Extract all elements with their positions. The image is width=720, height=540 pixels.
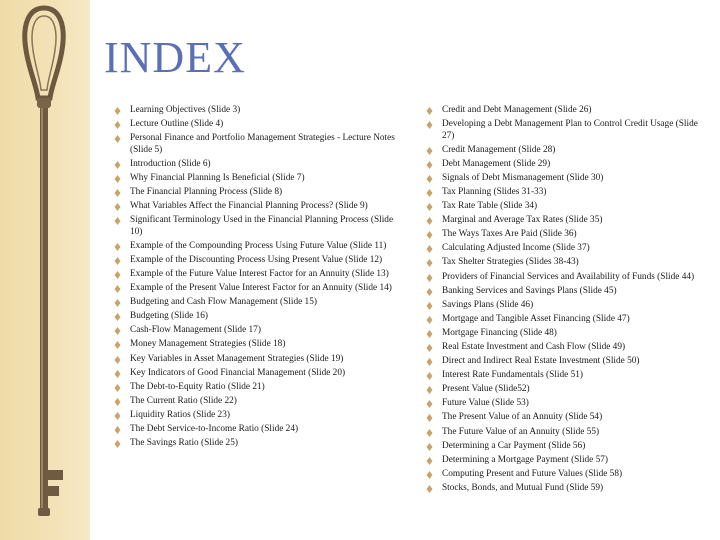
bullet-icon bbox=[426, 274, 433, 282]
index-list-item bbox=[114, 241, 396, 253]
index-list-item bbox=[426, 119, 710, 142]
index-list-item bbox=[426, 145, 710, 157]
bullet-icon bbox=[114, 217, 121, 225]
index-entry-text: Learning Objectives (Slide 3) bbox=[130, 105, 241, 115]
index-list-item bbox=[426, 441, 710, 453]
index-entry-text: The Future Value of an Annuity (Slide 55) bbox=[442, 426, 600, 437]
bullet-icon bbox=[426, 189, 433, 197]
index-entry-text: Banking Services and Savings Plans (Slide 45) bbox=[442, 285, 617, 296]
bullet-icon bbox=[114, 384, 121, 392]
index-entry-text: The Savings Ratio (Slide 25) bbox=[130, 438, 238, 449]
index-list-item bbox=[114, 354, 396, 366]
bullet-icon bbox=[426, 414, 433, 422]
index-entry-text: Marginal and Average Tax Rates (Slide 35) bbox=[442, 215, 603, 226]
index-entry-text: The Debt Service-to-Income Ratio (Slide 24) bbox=[130, 423, 299, 434]
bullet-icon bbox=[426, 471, 433, 479]
index-entry-text: Savings Plans (Slide 46) bbox=[442, 299, 534, 310]
index-entry-text: Example of the Future Value Interest Factor for an Annuity (Slide 13) bbox=[130, 268, 389, 279]
index-entry-text: Tax Rate Table (Slide 34) bbox=[442, 201, 538, 212]
sidebar-panel bbox=[0, 0, 90, 540]
index-list-item bbox=[114, 187, 396, 199]
index-entry-text: The Current Ratio (Slide 22) bbox=[130, 395, 237, 406]
index-list-item bbox=[114, 339, 396, 351]
bullet-icon bbox=[114, 398, 121, 406]
index-entry-text: Cash-Flow Management (Slide 17) bbox=[130, 325, 261, 336]
index-entry-text: Key Indicators of Good Financial Management (Slide 20) bbox=[130, 367, 346, 378]
bullet-icon bbox=[114, 341, 121, 349]
bullet-icon bbox=[114, 175, 121, 183]
index-list-item bbox=[426, 328, 710, 340]
index-entry-text: Budgeting and Cash Flow Management (Slide 15) bbox=[130, 297, 317, 308]
bullet-icon bbox=[114, 107, 121, 115]
index-entry-text: Credit Management (Slide 28) bbox=[442, 144, 556, 155]
bullet-icon bbox=[114, 203, 121, 211]
index-list-item bbox=[426, 469, 710, 481]
index-entry-text: Money Management Strategies (Slide 18) bbox=[130, 339, 286, 350]
index-list-item bbox=[114, 396, 396, 408]
bullet-icon bbox=[426, 386, 433, 394]
bullet-icon bbox=[426, 457, 433, 465]
bullet-icon bbox=[426, 358, 433, 366]
index-entry-text: Why Financial Planning Is Beneficial (Slide 7) bbox=[130, 172, 305, 183]
index-list-item bbox=[426, 412, 710, 424]
bullet-icon bbox=[426, 429, 433, 437]
index-entry-text: Liquidity Ratios (Slide 23) bbox=[130, 409, 230, 420]
index-list-item bbox=[426, 300, 710, 312]
index-entry-text: Lecture Outline (Slide 4) bbox=[130, 119, 224, 130]
index-entry-text: The Financial Planning Process (Slide 8) bbox=[130, 186, 283, 197]
index-entry-text: Determining a Mortgage Payment (Slide 57) bbox=[442, 454, 609, 465]
index-list-item bbox=[426, 215, 710, 227]
index-list-item bbox=[426, 201, 710, 213]
bullet-icon bbox=[426, 231, 433, 239]
index-list-item bbox=[114, 269, 396, 281]
index-list-item bbox=[426, 105, 710, 117]
index-entry-text: The Present Value of an Annuity (Slide 54) bbox=[442, 412, 603, 423]
index-list-item bbox=[426, 370, 710, 382]
index-entry-text: Significant Terminology Used in the Financial Planning Process (Slide 10) bbox=[130, 215, 394, 237]
index-entry-text: Interest Rate Fundamentals (Slide 51) bbox=[442, 370, 583, 381]
index-list-item bbox=[114, 297, 396, 309]
index-list-item bbox=[114, 410, 396, 422]
index-list-right bbox=[426, 105, 710, 497]
index-list-item bbox=[114, 173, 396, 185]
index-list-left bbox=[114, 105, 396, 452]
bullet-icon bbox=[426, 316, 433, 324]
index-entry-text: Real Estate Investment and Cash Flow (Slide 49) bbox=[442, 342, 626, 352]
index-list-item bbox=[114, 133, 396, 156]
index-list-item bbox=[114, 424, 396, 436]
bullet-icon bbox=[114, 285, 121, 293]
index-entry-text: Personal Finance and Portfolio Management Strategies - Lecture Notes (Slide 5) bbox=[130, 133, 395, 155]
index-entry-text: Future Value (Slide 53) bbox=[442, 398, 529, 409]
bullet-icon bbox=[426, 259, 433, 267]
index-list-item bbox=[426, 483, 710, 495]
index-entry-text: Stocks, Bonds, and Mutual Fund (Slide 59) bbox=[442, 482, 604, 493]
index-list-item bbox=[114, 201, 396, 213]
bullet-icon bbox=[426, 372, 433, 380]
index-list-item bbox=[426, 427, 710, 439]
index-entry-text: Budgeting (Slide 16) bbox=[130, 311, 208, 322]
bullet-icon bbox=[426, 288, 433, 296]
index-list-item bbox=[114, 283, 396, 295]
index-entry-text: Debt Management (Slide 29) bbox=[442, 158, 551, 169]
index-entry-text: Mortgage Financing (Slide 48) bbox=[442, 327, 557, 338]
bullet-icon bbox=[114, 356, 121, 364]
index-entry-text: Signals of Debt Mismanagement (Slide 30) bbox=[442, 172, 604, 183]
index-list-item bbox=[114, 438, 396, 450]
bullet-icon bbox=[114, 412, 121, 420]
index-list-item bbox=[426, 342, 710, 354]
index-entry-text: Calculating Adjusted Income (Slide 37) bbox=[442, 243, 590, 254]
bullet-icon bbox=[114, 271, 121, 279]
index-list-item bbox=[114, 325, 396, 337]
index-list-item bbox=[114, 105, 396, 117]
index-list-item bbox=[114, 368, 396, 380]
index-entry-text: The Debt-to-Equity Ratio (Slide 21) bbox=[130, 381, 265, 392]
index-entry-text: Example of the Compounding Process Using Future Value (Slide 11) bbox=[130, 240, 387, 251]
index-list-item bbox=[426, 243, 710, 255]
bullet-icon bbox=[426, 147, 433, 155]
bullet-icon bbox=[114, 370, 121, 378]
index-list-item bbox=[426, 272, 710, 284]
bullet-icon bbox=[426, 161, 433, 169]
index-entry-text: Determining a Car Payment (Slide 56) bbox=[442, 440, 586, 451]
bullet-icon bbox=[426, 443, 433, 451]
bullet-icon bbox=[426, 330, 433, 338]
index-entry-text: Tax Planning (Slides 31-33) bbox=[442, 186, 547, 197]
bullet-icon bbox=[426, 302, 433, 310]
index-entry-text: Providers of Financial Services and Availability of Funds (Slide 44) bbox=[442, 271, 695, 282]
index-entry-text: Computing Present and Future Values (Slide 58) bbox=[442, 468, 623, 479]
index-list-item bbox=[426, 286, 710, 298]
bullet-icon bbox=[114, 189, 121, 197]
index-list-item bbox=[114, 159, 396, 171]
bullet-icon bbox=[114, 135, 121, 143]
index-list-item bbox=[426, 314, 710, 326]
index-list-item bbox=[426, 455, 710, 467]
key-icon bbox=[14, 0, 74, 540]
page-title: INDEX bbox=[104, 33, 246, 82]
index-list-item bbox=[114, 311, 396, 323]
index-list-item bbox=[114, 215, 396, 238]
index-entry-text: Example of the Present Value Interest Factor for an Annuity (Slide 14) bbox=[130, 283, 392, 294]
index-list-item bbox=[426, 159, 710, 171]
bullet-icon bbox=[114, 121, 121, 129]
index-entry-text: Introduction (Slide 6) bbox=[130, 158, 211, 169]
bullet-icon bbox=[114, 299, 121, 307]
bullet-icon bbox=[426, 203, 433, 211]
bullet-icon bbox=[114, 440, 121, 448]
bullet-icon bbox=[426, 245, 433, 253]
index-entry-text: Mortgage and Tangible Asset Financing (Slide 47) bbox=[442, 313, 630, 324]
index-entry-text: Direct and Indirect Real Estate Investment (Slide 50) bbox=[442, 356, 640, 367]
index-list-item bbox=[114, 255, 396, 267]
index-entry-text: Credit and Debt Management (Slide 26) bbox=[442, 105, 592, 115]
index-entry-text: The Ways Taxes Are Paid (Slide 36) bbox=[442, 229, 577, 240]
index-list-item bbox=[426, 229, 710, 241]
index-list-item bbox=[426, 257, 710, 269]
bullet-icon bbox=[114, 257, 121, 265]
index-list-item bbox=[426, 384, 710, 396]
index-entry-text: Developing a Debt Management Plan to Control Credit Usage (Slide 27) bbox=[442, 119, 698, 141]
index-list-item bbox=[426, 173, 710, 185]
bullet-icon bbox=[426, 344, 433, 352]
bullet-icon bbox=[114, 327, 121, 335]
index-entry-text: Present Value (Slide52) bbox=[442, 384, 530, 395]
index-list-item bbox=[426, 356, 710, 368]
index-list-item bbox=[114, 382, 396, 394]
index-list-item bbox=[114, 119, 396, 131]
index-entry-text: Key Variables in Asset Management Strategies (Slide 19) bbox=[130, 353, 344, 364]
bullet-icon bbox=[114, 313, 121, 321]
bullet-icon bbox=[114, 243, 121, 251]
index-entry-text: Example of the Discounting Process Using Present Value (Slide 12) bbox=[130, 254, 383, 265]
bullet-icon bbox=[426, 107, 433, 115]
bullet-icon bbox=[426, 121, 433, 129]
bullet-icon bbox=[426, 485, 433, 493]
bullet-icon bbox=[426, 400, 433, 408]
index-list-item bbox=[426, 187, 710, 199]
index-list-item bbox=[426, 398, 710, 410]
bullet-icon bbox=[426, 175, 433, 183]
index-entry-text: Tax Shelter Strategies (Slides 38-43) bbox=[442, 257, 579, 268]
bullet-icon bbox=[114, 426, 121, 434]
index-entry-text: What Variables Affect the Financial Planning Process? (Slide 9) bbox=[130, 201, 368, 212]
bullet-icon bbox=[114, 161, 121, 169]
bullet-icon bbox=[426, 217, 433, 225]
